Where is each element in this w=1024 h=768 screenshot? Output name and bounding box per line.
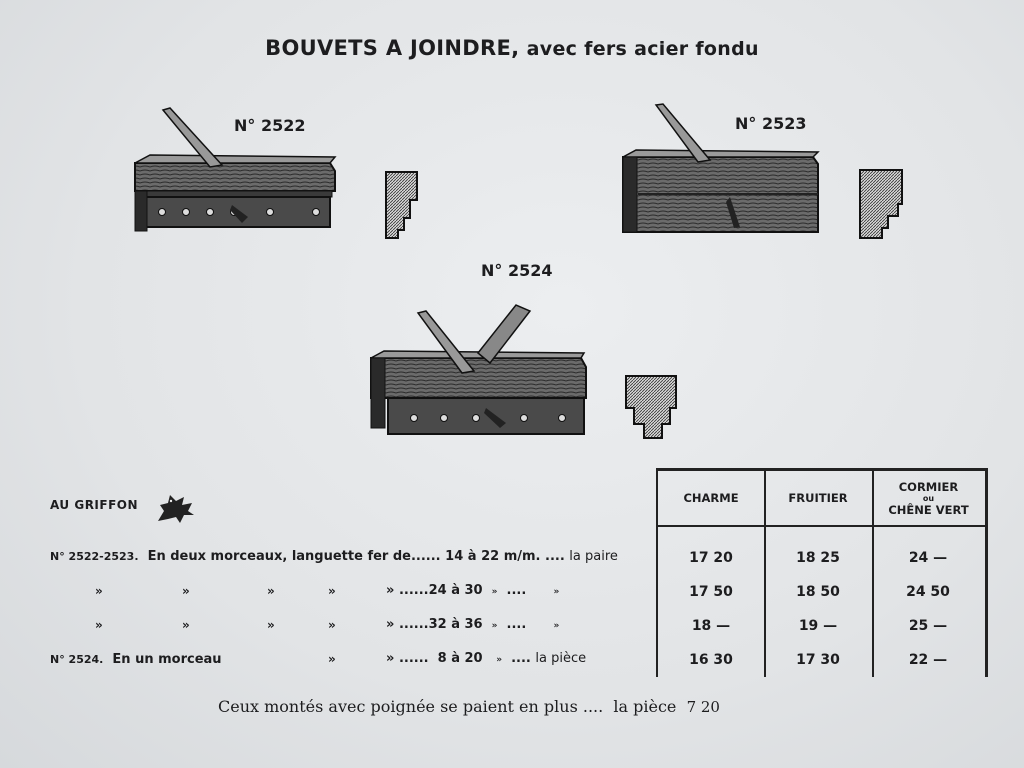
row2-ditto: »: [328, 584, 336, 598]
price-cell: 18 —: [691, 618, 731, 634]
price-cell: 17 30: [796, 652, 840, 668]
griffon-logo-icon: [154, 493, 198, 525]
plane-2522-illustration: [130, 105, 345, 245]
brand-label: AU GRIFFON: [50, 498, 139, 512]
price-cell: 24 50: [906, 584, 950, 600]
table-divider: [872, 471, 874, 677]
model-label-2522: N° 2522: [234, 116, 306, 135]
row2-ditto: »: [95, 584, 103, 598]
plane-2523-illustration: [618, 102, 828, 242]
row-2522-2523-description: N° 2522-2523. En deux morceaux, languette fer de...... 14 à 22 m/m. .... la paire: [50, 549, 618, 564]
handle-surcharge-note: Ceux montés avec poignée se paient en plus .... la pièce 7 20: [218, 697, 720, 716]
row-2524-description: N° 2524. En un morceau: [50, 652, 222, 667]
price-table: [656, 468, 988, 677]
profile-2524-icon: [624, 374, 678, 442]
price-cell: 18 50: [796, 584, 840, 600]
row2-ditto: »: [182, 584, 190, 598]
price-cell: 19 —: [798, 618, 838, 634]
model-label-2523: N° 2523: [735, 114, 807, 133]
profile-2522-icon: [384, 170, 420, 240]
price-cell: 25 —: [908, 618, 948, 634]
model-label-2524: N° 2524: [481, 261, 553, 280]
price-cell: 16 30: [689, 652, 733, 668]
row3-ditto: »: [95, 618, 103, 632]
row4-ditto: »: [328, 652, 336, 666]
column-header-cormier: CORMIER ou CHÊNE VERT: [872, 471, 985, 527]
price-cell: 17 20: [689, 550, 733, 566]
price-cell: 22 —: [908, 652, 948, 668]
price-cell: 18 25: [796, 550, 840, 566]
plane-2524-illustration: [366, 303, 591, 443]
column-header-fruitier: FRUITIER: [764, 471, 872, 527]
row4-size: » ...... 8 à 20 » .... la pièce: [386, 651, 587, 666]
price-cell: 24 —: [908, 550, 948, 566]
title-main: BOUVETS A JOINDRE,: [265, 36, 520, 60]
row3-ditto: »: [328, 618, 336, 632]
price-cell: 17 50: [689, 584, 733, 600]
table-divider: [764, 471, 766, 677]
title-rest: avec fers acier fondu: [526, 38, 759, 60]
row2-size: » ......24 à 30 » .... »: [386, 583, 560, 598]
profile-2523-icon: [858, 168, 906, 240]
row2-ditto: »: [267, 584, 275, 598]
row3-ditto: »: [182, 618, 190, 632]
row3-size: » ......32 à 36 » .... »: [386, 617, 560, 632]
row3-ditto: »: [267, 618, 275, 632]
page-title: [0, 36, 1024, 60]
column-header-charme: CHARME: [658, 471, 764, 527]
